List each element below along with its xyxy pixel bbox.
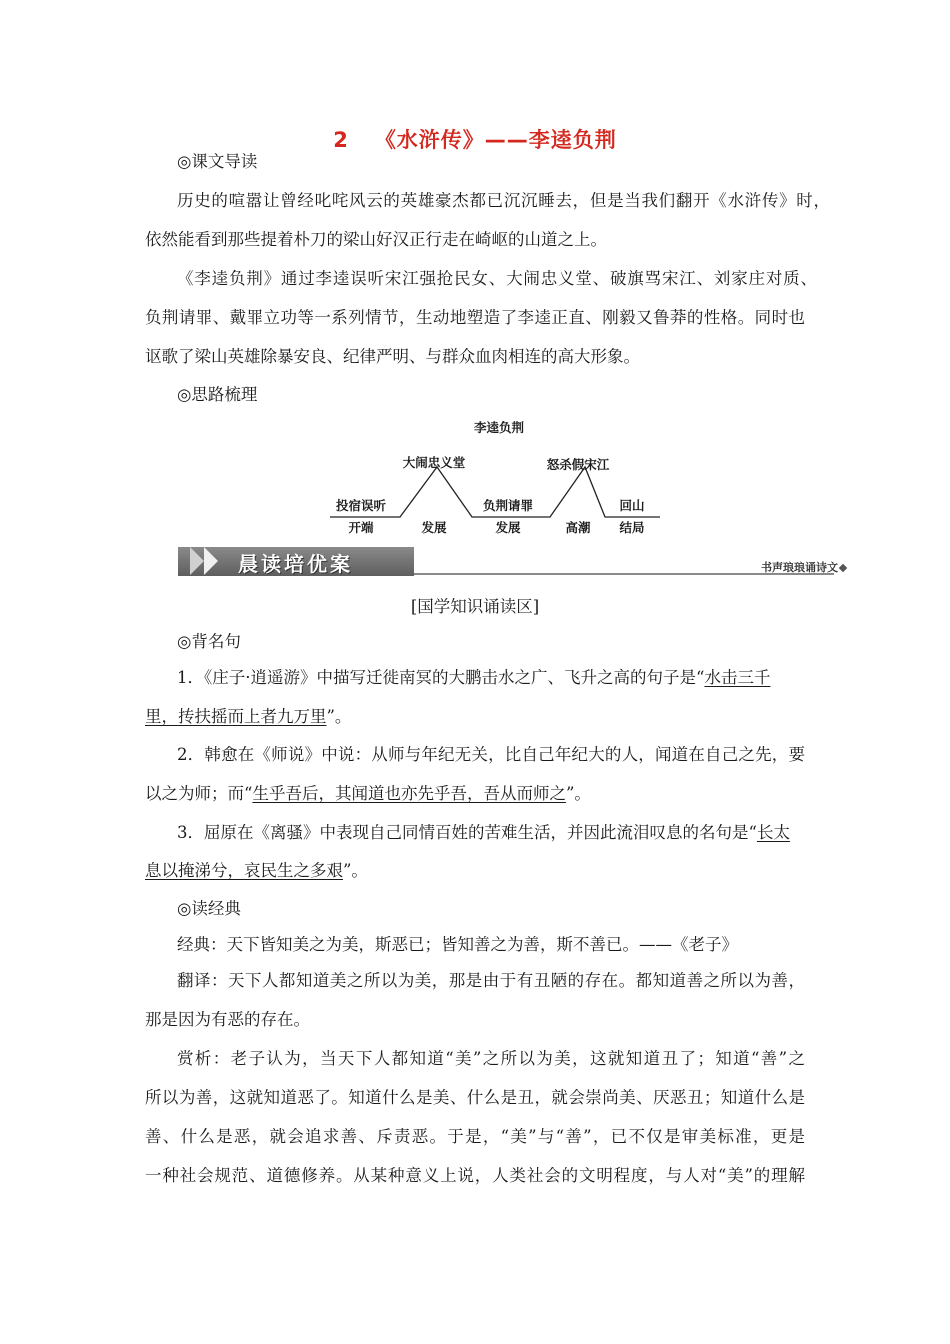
quote-answer: 息以掩涕兮，哀民生之多艰 <box>145 861 343 880</box>
plot-structure-diagram <box>330 410 660 540</box>
quote-answer: 生乎吾后，其闻道也亦先乎吾，吾从而师之 <box>252 784 566 803</box>
quote-answer: 长太 <box>756 823 790 842</box>
diagram-event: 大闹忠义堂 <box>402 455 466 470</box>
section-heading-guide: ◎课文导读 <box>177 152 258 171</box>
section-heading-quotes: ◎背名句 <box>177 632 241 651</box>
quote-answer: 里，抟扶摇而上者九万里 <box>145 707 327 726</box>
diagram-stage: 开端 <box>348 520 374 535</box>
translation-line: 翻译：天下人都知道美之所以为美，那是由于有丑陋的存在。都知道善之所以为善， <box>177 971 805 990</box>
diagram-event: 怒杀假宋江 <box>546 457 610 472</box>
translation-line: 那是因为有恶的存在。 <box>145 1010 310 1029</box>
quote-text: 以之为师；而“ <box>145 784 253 803</box>
diagram-stage: 高潮 <box>565 520 591 535</box>
quote-item-1-cont <box>145 706 351 728</box>
quote-text: ”。 <box>326 707 352 726</box>
appreciation-line: 所以为善，这就知道恶了。知道什么是美、什么是丑，就会崇尚美、厌恶丑；知道什么是 <box>145 1088 805 1107</box>
paragraph-line: 负荆请罪、戴罪立功等一系列情节，生动地塑造了李逵正直、刚毅又鲁莽的性格。同时也 <box>145 308 805 327</box>
diagram-event: 回山 <box>619 498 645 513</box>
appreciation-line: 一种社会规范、道德修养。从某种意义上说，人类社会的文明程度，与人对“美”的理解 <box>145 1166 805 1185</box>
diagram-stage: 发展 <box>421 520 447 535</box>
lesson-number: 2 <box>333 128 349 152</box>
quote-answer: 水击三千 <box>704 668 771 687</box>
banner-subtitle: 书声琅琅诵诗文 <box>761 561 838 574</box>
diagram-event: 负荆请罪 <box>482 498 534 513</box>
diagram-stage: 发展 <box>495 520 521 535</box>
chevron-icon <box>204 547 218 575</box>
diagram-title: 李逵负荆 <box>473 420 525 435</box>
quote-text: 3．屈原在《离骚》中表现自己同情百姓的苦难生活，并因此流泪叹息的名句是“ <box>177 823 757 842</box>
quote-item-3 <box>177 822 790 844</box>
quote-text: ”。 <box>343 861 368 880</box>
zone-label: [国学知识诵读区] <box>410 597 540 616</box>
paragraph-line: 讴歌了梁山英雄除暴安良、纪律严明、与群众血肉相连的高大形象。 <box>145 347 640 366</box>
quote-text: ”。 <box>565 784 591 803</box>
banner-title: 晨读培优案 <box>238 552 353 576</box>
section-heading-classics: ◎读经典 <box>177 899 241 918</box>
lesson-title-text: 《水浒传》——李逵负荆 <box>374 128 617 152</box>
quote-item-3-cont <box>145 860 368 882</box>
appreciation-line: 善、什么是恶，就会追求善、斥责恶。于是，“美”与“善”，已不仅是审美标准，更是 <box>145 1127 805 1146</box>
quote-item-1 <box>177 667 770 689</box>
section-heading-outline: ◎思路梳理 <box>177 385 258 404</box>
appreciation-line: 赏析：老子认为，当天下人都知道“美”之所以为美，这就知道丑了；知道“善”之 <box>177 1049 805 1068</box>
diamond-icon <box>839 564 847 572</box>
paragraph-line: 《李逵负荆》通过李逵误听宋江强抢民女、大闹忠义堂、破旗骂宋江、刘家庄对质、 <box>177 269 817 288</box>
quote-item-2: 2．韩愈在《师说》中说：从师与年纪无关，比自己年纪大的人，闻道在自己之先，要 <box>177 745 805 764</box>
chevron-icon <box>190 547 204 575</box>
quote-item-2-cont <box>145 783 591 805</box>
section-banner <box>178 545 848 579</box>
lesson-title <box>0 124 950 154</box>
classic-text: 经典：天下皆知美之为美，斯恶已；皆知善之为善，斯不善已。——《老子》 <box>177 935 738 954</box>
quote-text: 1．《庄子·逍遥游》中描写迁徙南冥的大鹏击水之广、飞升之高的句子是“ <box>177 668 705 687</box>
diagram-stage: 结局 <box>619 520 645 535</box>
paragraph-line: 历史的喧嚣让曾经叱咤风云的英雄豪杰都已沉沉睡去，但是当我们翻开《水浒传》时， <box>177 191 830 210</box>
paragraph-line: 依然能看到那些提着朴刀的梁山好汉正行走在崎岖的山道之上。 <box>145 230 607 249</box>
diagram-event: 投宿误听 <box>335 498 387 513</box>
